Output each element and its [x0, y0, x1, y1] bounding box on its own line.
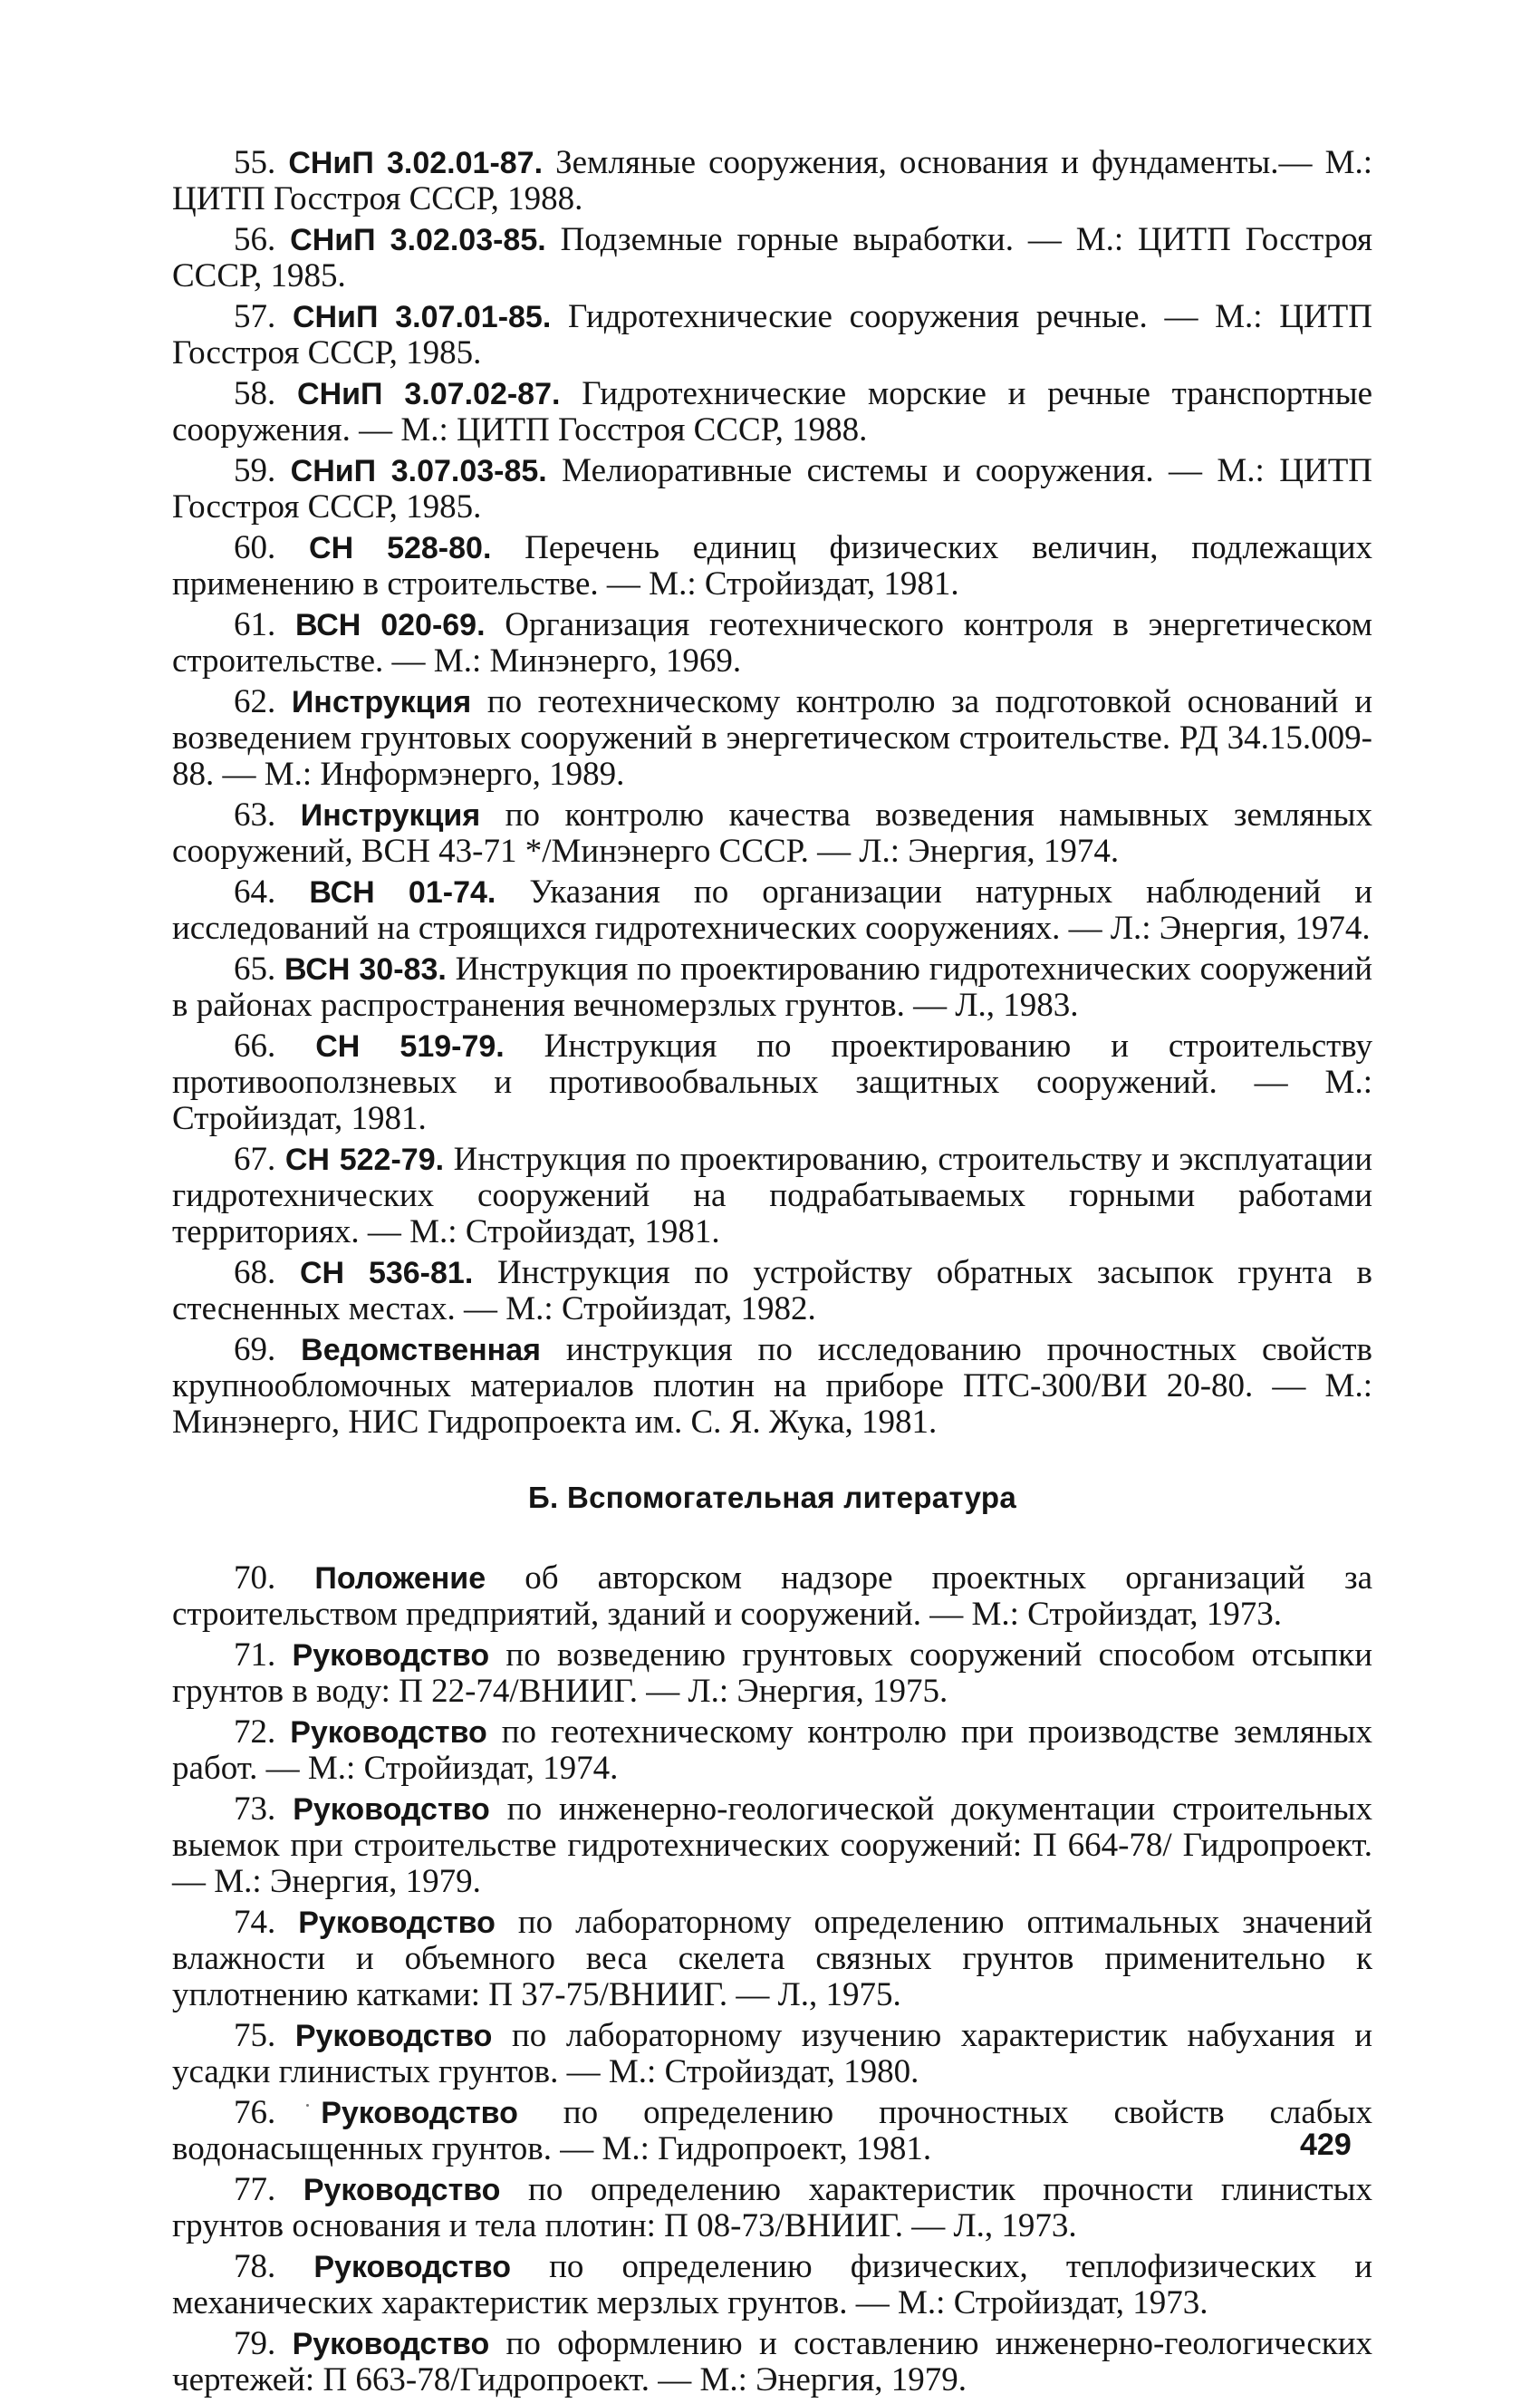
reference-entry [172, 1905, 1372, 2013]
scan-speck [306, 2104, 309, 2107]
entry-key: ВСН 01-74. [309, 875, 496, 910]
entry-number: 55. [234, 144, 276, 181]
entry-number: 76. [234, 2094, 276, 2131]
entry-key: СНиП 3.02.01-87. [288, 146, 544, 180]
reference-entry [172, 684, 1372, 793]
entry-text: по инженерно-геологической документации строительных выемок при строительстве гидротехнических сооружений: П 664-78/ Гидропроект. — М.: Энергия, 1979. [172, 1790, 1373, 1900]
entry-number: 71. [234, 1636, 276, 1674]
entry-key: СН 522-79. [284, 1143, 445, 1177]
entry-text: Указания по организации натурных наблюдений и исследований на строящихся гидротехнических сооружениях. — Л.: Энергия, 1974. [172, 873, 1373, 947]
entry-text: об авторском надзоре проектных организаций за строительством предприятий, зданий и сооружений. — М.: Стройиздат, 1973. [172, 1559, 1373, 1633]
entry-text: по определению физических, теплофизических и механических характеристик мерзлых грунтов. — М.: Стройиздат, 1973. [172, 2248, 1372, 2321]
reference-entry [172, 299, 1372, 372]
reference-entry [172, 1560, 1372, 1633]
entry-key: Руководство [290, 1715, 487, 1750]
references-list-b [172, 1560, 1372, 2398]
entry-key: СНиП 3.07.03-85. [290, 454, 547, 488]
reference-entry [172, 2172, 1372, 2244]
entry-text: по возведению грунтовых сооружений способом отсыпки грунтов в воду: П 22-74/ВНИИГ. — Л.: Энергия, 1975. [172, 1636, 1372, 1710]
reference-entry [172, 1332, 1372, 1441]
entry-text: по лабораторному определению оптимальных значений влажности и объемного веса скелета связных грунтов применительно к уплотнению катками: П 37-75/ВНИИГ. — Л., 1975. [172, 1904, 1373, 2013]
entry-text: Гидротехнические морские и речные транспортные сооружения. — М.: ЦИТП Госстроя СССР, 1988. [172, 375, 1373, 449]
entry-text: Инструкция по проектированию и строительству противооползневых и противообвальных защитных сооружений. — М.: Стройиздат, 1981. [172, 1028, 1372, 1137]
entry-number: 57. [234, 298, 276, 335]
entry-number: 67. [234, 1141, 276, 1178]
entry-text: по геотехническому контролю при производстве земляных работ. — М.: Стройиздат, 1974. [172, 1713, 1373, 1787]
entry-text: инструкция по исследованию прочностных свойств крупнообломочных материалов плотин на приборе ПТС-300/ВИ 20-80. — М.: Минэнерго, НИС Гидропроекта им. С. Я. Жука, 1981. [172, 1331, 1372, 1441]
reference-entry [172, 2095, 1372, 2167]
entry-text: Инструкция по устройству обратных засыпок грунта в стесненных местах. — М.: Стройиздат, 1982. [172, 1254, 1373, 1327]
entry-number: 78. [234, 2248, 276, 2285]
references-list-a [172, 145, 1372, 1441]
reference-entry [172, 874, 1372, 947]
entry-key: СН 536-81. [299, 1256, 474, 1290]
entry-key: Инструкция [291, 685, 472, 719]
entry-text: Инструкция по проектированию гидротехнических сооружений в районах распространения вечномерзлых грунтов. — Л., 1983. [172, 951, 1373, 1024]
reference-entry [172, 1255, 1372, 1327]
entry-number: 58. [234, 375, 276, 412]
reference-entry [172, 1714, 1372, 1787]
entry-text: Инструкция по проектированию, строительству и эксплуатации гидротехнических сооружений на подрабатываемых горными работами территориях. — М.: Стройиздат, 1981. [172, 1141, 1373, 1250]
entry-key: ВСН 020-69. [294, 608, 486, 642]
entry-text: Гидротехнические сооружения речные. — М.: ЦИТП Госстроя СССР, 1985. [172, 298, 1372, 372]
entry-number: 65. [234, 951, 276, 988]
reference-entry [172, 1637, 1372, 1710]
entry-text: по определению характеристик прочности глинистых грунтов основания и тела плотин: П 08-73/ВНИИГ. — Л., 1973. [172, 2171, 1373, 2244]
entry-key: СН 519-79. [315, 1029, 505, 1064]
entry-number: 66. [234, 1028, 276, 1065]
entry-number: 70. [234, 1559, 276, 1597]
entry-number: 60. [234, 529, 276, 566]
reference-entry [172, 222, 1372, 294]
entry-text: по геотехническому контролю за подготовкой оснований и возведением грунтовых сооружений в энергетическом строительстве. РД 34.15.009-88. — М.: Информэнерго, 1989. [172, 683, 1372, 793]
section-heading: Б. Вспомогательная литература [528, 1481, 1016, 1514]
entry-text: Организация геотехнического контроля в энергетическом строительстве. — М.: Минэнерго, 1969. [172, 606, 1372, 680]
entry-text: Подземные горные выработки. — М.: ЦИТП Госстроя СССР, 1985. [172, 221, 1373, 294]
entry-number: 73. [234, 1790, 276, 1828]
entry-text: по контролю качества возведения намывных земляных сооружений, ВСН 43-71 */Минэнерго СССР. — Л.: Энергия, 1974. [172, 796, 1372, 870]
entry-text: по определению прочностных свойств слабых водонасыщенных грунтов. — М.: Гидропроект, 1981. [172, 2094, 1372, 2167]
reference-entry [172, 1142, 1372, 1250]
entry-number: 62. [234, 683, 276, 720]
reference-entry [172, 1791, 1372, 1900]
entry-key: Руководство [294, 2019, 493, 2053]
reference-entry [172, 530, 1372, 603]
entry-number: 77. [234, 2171, 276, 2208]
entry-key: СН 528-80. [309, 531, 492, 565]
entry-key: Руководство [292, 1638, 490, 1673]
reference-entry [172, 453, 1372, 526]
entry-text: Перечень единиц физических величин, подлежащих применению в строительстве. — М.: Стройиздат, 1981. [172, 529, 1373, 603]
entry-key: СНиП 3.02.03-85. [290, 223, 546, 257]
reference-entry [172, 2249, 1372, 2321]
entry-number: 59. [234, 452, 276, 489]
entry-key: Руководство [321, 2096, 518, 2130]
entry-number: 72. [234, 1713, 276, 1751]
page-number: 429 [1300, 2128, 1352, 2162]
page-content [172, 145, 1372, 2403]
reference-entry [172, 376, 1372, 449]
entry-key: Руководство [298, 1906, 496, 1940]
entry-key: Инструкция [300, 798, 481, 833]
reference-entry [172, 951, 1372, 1024]
entry-number: 69. [234, 1331, 276, 1368]
entry-number: 74. [234, 1904, 276, 1941]
entry-key: ВСН 30-83. [284, 952, 447, 987]
entry-key: Руководство [293, 1792, 490, 1827]
reference-entry [172, 2326, 1372, 2398]
entry-number: 56. [234, 221, 276, 258]
entry-key: Руководство [313, 2250, 511, 2284]
entry-text: по лабораторному изучению характеристик набухания и усадки глинистых грунтов. — М.: Стройиздат, 1980. [172, 2017, 1372, 2090]
entry-number: 63. [234, 796, 276, 834]
entry-key: СНиП 3.07.02-87. [297, 377, 561, 411]
entry-number: 79. [234, 2325, 276, 2362]
reference-entry [172, 1028, 1372, 1137]
reference-entry [172, 607, 1372, 680]
reference-entry [172, 2018, 1372, 2090]
entry-key: СНиП 3.07.01-85. [292, 300, 552, 334]
entry-number: 61. [234, 606, 276, 643]
entry-text: по оформлению и составлению инженерно-геологических чертежей: П 663-78/Гидропроект. — М.: Энергия, 1979. [172, 2325, 1373, 2398]
entry-key: Положение [314, 1561, 486, 1596]
entry-text: Земляные сооружения, основания и фундаменты.— М.: ЦИТП Госстроя СССР, 1988. [172, 144, 1373, 217]
reference-entry [172, 797, 1372, 870]
entry-number: 64. [234, 873, 276, 911]
entry-key: Ведомственная [301, 1333, 541, 1367]
entry-number: 75. [234, 2017, 276, 2054]
reference-entry [172, 145, 1372, 217]
entry-number: 68. [234, 1254, 276, 1291]
entry-text: Мелиоративные системы и сооружения. — М.: ЦИТП Госстроя СССР, 1985. [172, 452, 1373, 526]
entry-key: Руководство [303, 2173, 501, 2207]
entry-key: Руководство [292, 2327, 490, 2361]
